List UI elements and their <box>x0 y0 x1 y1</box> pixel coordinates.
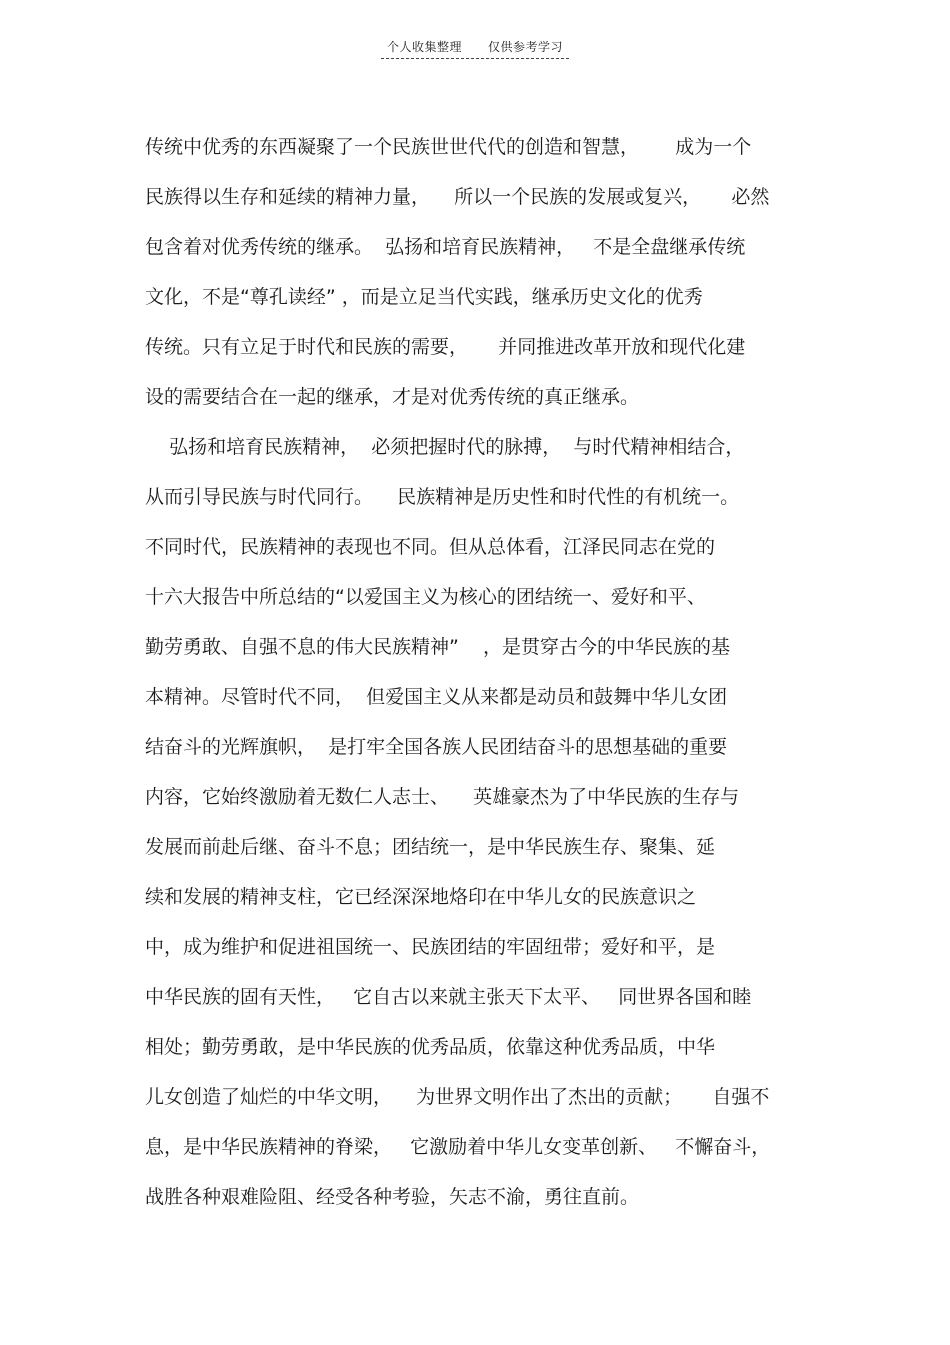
header-right-text: 仅供参考学习 <box>488 40 564 54</box>
header-left-text: 个人收集整理 <box>386 40 462 54</box>
text-line: 十六大报告中所总结的“以爱国主义为核心的团结统一、爱好和平、 <box>145 586 706 608</box>
text-line: 传统。只有立足于时代和民族的需要， 并同推进改革开放和现代化建 <box>145 336 746 358</box>
text-line: 结奋斗的光辉旗帜， 是打牢全国各族人民团结奋斗的思想基础的重要 <box>145 736 728 758</box>
text-line: 弘扬和培育民族精神， 必须把握时代的脉搏， 与时代精神相结合， <box>145 436 745 458</box>
text-line: 文化，不是“尊孔读经” ，而是立足当代实践，继承历史文化的优秀 <box>145 286 703 308</box>
text-line: 儿女创造了灿烂的中华文明， 为世界文明作出了杰出的贡献； 自强不 <box>145 1086 770 1108</box>
text-line: 内容，它始终激励着无数仁人志士、 英雄豪杰为了中华民族的生存与 <box>145 786 740 808</box>
text-line: 续和发展的精神支柱，它已经深深地烙印在中华儿女的民族意识之 <box>145 886 697 908</box>
text-line: 中华民族的固有天性， 它自古以来就主张天下太平、 同世界各国和睦 <box>145 986 752 1008</box>
text-line: 设的需要结合在一起的继承，才是对优秀传统的真正继承。 <box>145 386 640 408</box>
text-line: 相处；勤劳勇敢，是中华民族的优秀品质，依靠这种优秀品质，中华 <box>145 1036 716 1058</box>
header-underline <box>381 38 569 59</box>
text-line: 勤劳勇敢、自强不息的伟大民族精神” ，是贯穿古今的中华民族的基 <box>145 636 731 658</box>
text-line: 民族得以生存和延续的精神力量， 所以一个民族的发展或复兴， 必然 <box>145 186 770 208</box>
page-header <box>0 38 950 59</box>
text-line: 不同时代，民族精神的表现也不同。但从总体看，江泽民同志在党的 <box>145 536 716 558</box>
text-line: 战胜各种艰难险阻、经受各种考验，矢志不渝，勇往直前。 <box>145 1186 640 1208</box>
text-line: 从而引导民族与时代同行。 民族精神是历史性和时代性的有机统一。 <box>145 486 740 508</box>
body-text <box>145 122 815 1222</box>
text-line: 中，成为维护和促进祖国统一、民族团结的牢固纽带；爱好和平，是 <box>145 936 716 958</box>
text-line: 息，是中华民族精神的脊梁， 它激励着中华儿女变革创新、 不懈奋斗， <box>145 1136 771 1158</box>
text-line: 包含着对优秀传统的继承。 弘扬和培育民族精神， 不是全盘继承传统 <box>145 236 746 258</box>
text-line: 发展而前赴后继、奋斗不息；团结统一，是中华民族生存、聚集、延 <box>145 836 716 858</box>
text-line: 本精神。尽管时代不同， 但爱国主义从来都是动员和鼓舞中华儿女团 <box>145 686 728 708</box>
text-line: 传统中优秀的东西凝聚了一个民族世世代代的创造和智慧， 成为一个 <box>145 136 752 158</box>
